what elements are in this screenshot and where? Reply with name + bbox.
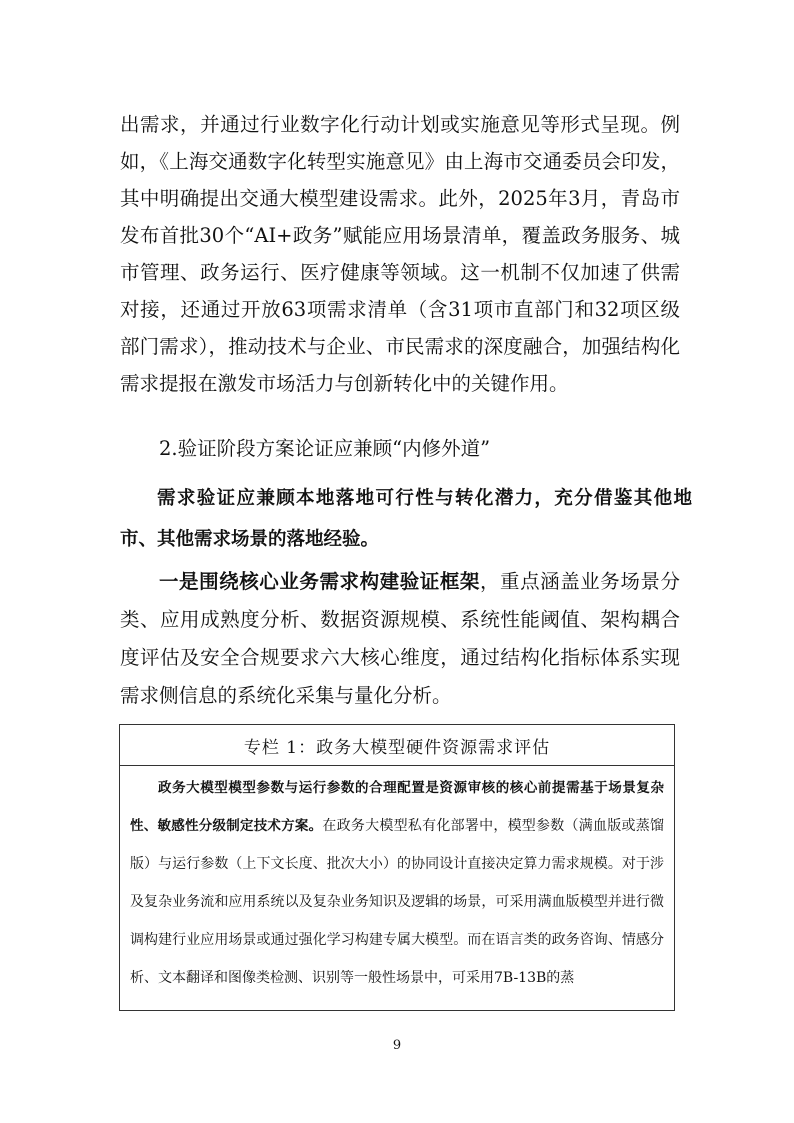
paragraph-verification-summary: 需求验证应兼顾本地落地可行性与转化潜力，充分借鉴其他地市、其他需求场景的落地经验。 (120, 488, 692, 550)
page-number: 9 (392, 1038, 402, 1053)
framework-lead-text: 一是围绕核心业务需求构建验证框架 (159, 570, 480, 593)
box-body-text: 在政务大模型私有化部署中，模型参数（满血版或蒸馏版）与运行参数（上下文长度、批次大小）的协同设计直接决定算力需求规模。对于涉及复杂业务流和应用系统以及复杂业务知识及逻辑的场景，可采用满血版模型并进行微调构建行业应用场景或通过强化学习构建专属大模型。而在语言类的政务咨询、情感分析、文本翻译和图像类检测、识别等一般性场景中，可采用7B-13B的蒸 (130, 818, 664, 986)
framework-body-text: ，重点涵盖业务场景分类、应用成熟度分析、数据资源规模、系统性能阈值、架构耦合度评估及安全合规要求六大核心维度，通过结构化指标体系实现需求侧信息的系统化采集与量化分析。 (120, 570, 680, 707)
sidebar-box-column-1 (119, 724, 675, 1011)
box-lead-text: 政务大模型模型参数与运行参数的合理配置是资源审核的核心前提需基于场景复杂性、敏感性分级制定技术方案。 (130, 780, 664, 834)
box-body (120, 766, 674, 997)
box-title: 专栏 1：政务大模型硬件资源需求评估 (120, 725, 674, 766)
paragraph-demand-mechanism: 出需求，并通过行业数字化行动计划或实施意见等形式呈现。例如，《上海交通数字化转型实施意见》由上海市交通委员会印发，其中明确提出交通大模型建设需求。此外，2025年3月，青岛市发布首批30个“AI+政务”赋能应用场景清单，覆盖政务服务、城市管理、政务运行、医疗健康等领域。这一机制不仅加速了供需对接，还通过开放63项需求清单（含31项市直部门和32项区级部门需求），推动技术与企业、市民需求的深度融合，加强结构化需求提报在激发市场活力与创新转化中的关键作用。 (120, 113, 680, 395)
paragraph-verification-framework (120, 563, 680, 715)
section-heading-verification: 2.验证阶段方案论证应兼顾“内修外道” (159, 437, 491, 460)
